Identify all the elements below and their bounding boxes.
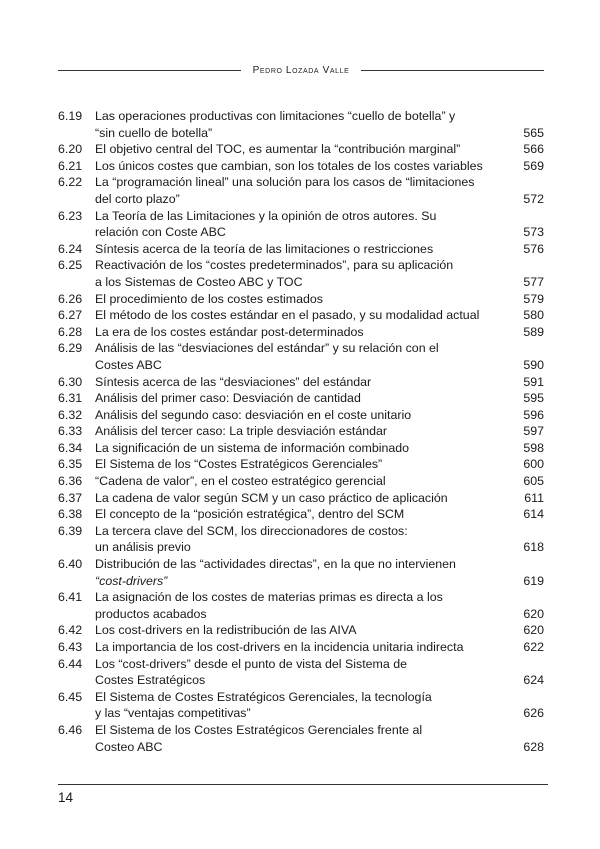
toc-entry xyxy=(58,722,544,755)
toc-entry-title-line: Costes ABC xyxy=(95,357,162,372)
toc-entry-title-line: Síntesis acerca de las “desviaciones” del estándar xyxy=(95,374,372,389)
toc-entry xyxy=(58,324,544,341)
toc-entry-number: 6.43 xyxy=(58,640,83,654)
toc-entry-number: 6.27 xyxy=(58,308,83,323)
toc-entry-title xyxy=(95,257,504,290)
toc-entry xyxy=(58,473,544,490)
toc-entry-page: 591 xyxy=(523,374,544,389)
toc-entry-title xyxy=(95,340,504,373)
toc-entry xyxy=(58,407,544,424)
toc-entry xyxy=(58,556,544,589)
toc-entry-title xyxy=(95,490,504,507)
toc-entry-page: 596 xyxy=(523,407,544,422)
toc-entry-number: 6.32 xyxy=(58,407,83,422)
toc-entry-title-line: productos acabados xyxy=(95,606,207,621)
toc-entry-page: 618 xyxy=(523,540,544,555)
toc-entry xyxy=(58,257,544,290)
table-of-contents xyxy=(58,108,544,755)
toc-entry-title-line: El método de los costes estándar en el pasado, y su modalidad actual xyxy=(95,308,480,323)
toc-entry-number: 6.41 xyxy=(58,590,83,605)
toc-entry-number: 6.30 xyxy=(58,374,83,389)
toc-entry xyxy=(58,291,544,308)
toc-entry-title xyxy=(95,506,504,523)
toc-entry-title xyxy=(95,208,504,241)
toc-entry-title xyxy=(95,241,504,258)
toc-entry-number: 6.28 xyxy=(58,324,83,339)
toc-entry-title-line: La Teoría de las Limitaciones y la opinión de otros autores. Su xyxy=(95,208,437,223)
toc-entry-title xyxy=(95,158,504,175)
toc-entry-number: 6.45 xyxy=(58,689,83,704)
toc-entry-page: 620 xyxy=(523,623,544,638)
toc-entry-number: 6.19 xyxy=(58,109,83,123)
toc-entry-page: 628 xyxy=(523,739,544,754)
toc-entry-number: 6.37 xyxy=(58,490,83,505)
toc-entry-title xyxy=(95,291,504,308)
header-author: Pedro Lozada Valle xyxy=(252,64,350,76)
toc-entry-title xyxy=(95,407,504,424)
toc-entry-title-line: Los únicos costes que cambian, son los totales de los costes variables xyxy=(95,158,483,173)
toc-entry-page: 573 xyxy=(523,225,544,240)
toc-entry-number: 6.21 xyxy=(58,158,83,173)
toc-entry-title-line: Los cost-drivers en la redistribución de las AIVA xyxy=(95,623,357,638)
toc-entry-number: 6.44 xyxy=(58,656,83,671)
toc-entry-number: 6.46 xyxy=(58,722,83,737)
toc-entry-number: 6.40 xyxy=(58,557,83,572)
toc-entry-title xyxy=(95,473,504,490)
toc-entry-title xyxy=(95,174,504,207)
toc-entry-title xyxy=(95,722,504,755)
toc-entry-title xyxy=(95,589,504,622)
toc-entry-title xyxy=(95,523,504,556)
toc-entry-title xyxy=(95,656,504,689)
toc-entry-title-line: El objetivo central del TOC, es aumentar la “contribución marginal” xyxy=(95,142,461,157)
toc-entry-number: 6.42 xyxy=(58,623,83,638)
toc-entry-page: 569 xyxy=(523,158,544,173)
toc-entry-number: 6.25 xyxy=(58,258,83,273)
toc-entry-title xyxy=(95,639,504,656)
toc-entry-title xyxy=(95,689,504,722)
toc-entry-title xyxy=(95,456,504,473)
toc-entry-title-line: Los “cost-drivers” desde el punto de vista del Sistema de xyxy=(95,656,407,671)
toc-entry-title-line: Las operaciones productivas con limitaciones “cuello de botella” y xyxy=(95,109,456,123)
toc-entry-title xyxy=(95,108,504,141)
toc-entry-title-line: La tercera clave del SCM, los direccionadores de costos: xyxy=(95,523,408,538)
toc-entry-page: 619 xyxy=(523,573,544,588)
toc-entry-number: 6.35 xyxy=(58,457,83,472)
toc-entry-title-line: La significación de un sistema de información combinado xyxy=(95,440,410,455)
toc-entry-number: 6.23 xyxy=(58,208,83,223)
toc-entry xyxy=(58,423,544,440)
toc-entry-title-line: El Sistema de los “Costes Estratégicos Gerenciales” xyxy=(95,457,383,472)
toc-entry-page: 580 xyxy=(523,308,544,323)
toc-entry-page: 626 xyxy=(523,706,544,721)
toc-entry xyxy=(58,307,544,324)
toc-entry xyxy=(58,108,544,141)
toc-entry-title-line: un análisis previo xyxy=(95,540,191,555)
toc-entry-page: 565 xyxy=(523,125,544,140)
toc-entry-number: 6.31 xyxy=(58,391,83,406)
toc-entry-title-line: Análisis de las “desviaciones del estándar” y su relación con el xyxy=(95,341,439,356)
toc-entry-number: 6.36 xyxy=(58,474,83,489)
toc-entry-page: 611 xyxy=(524,490,544,505)
toc-entry-title-line: Análisis del primer caso: Desviación de cantidad xyxy=(95,391,361,406)
toc-entry xyxy=(58,390,544,407)
toc-entry xyxy=(58,340,544,373)
toc-entry-title-line: El Sistema de los Costes Estratégicos Gerenciales frente al xyxy=(95,722,423,737)
page-number: 14 xyxy=(58,790,74,805)
toc-entry-page: 614 xyxy=(523,507,544,522)
toc-entry-page: 622 xyxy=(523,640,544,654)
toc-entry-title xyxy=(95,374,504,391)
toc-entry-title xyxy=(95,141,504,158)
toc-entry-title-line: relación con Coste ABC xyxy=(95,225,226,240)
toc-entry xyxy=(58,440,544,457)
toc-entry xyxy=(58,174,544,207)
toc-entry xyxy=(58,589,544,622)
toc-entry xyxy=(58,158,544,175)
toc-entry-number: 6.39 xyxy=(58,523,83,538)
toc-entry-page: 620 xyxy=(523,606,544,621)
toc-entry-number: 6.26 xyxy=(58,291,83,306)
toc-entry-page: 605 xyxy=(523,474,544,489)
toc-entry-title xyxy=(95,622,504,639)
toc-entry-number: 6.33 xyxy=(58,424,83,439)
toc-entry-title-line: La importancia de los cost-drivers en la incidencia unitaria indirecta xyxy=(95,640,464,654)
toc-entry-title xyxy=(95,423,504,440)
toc-entry-title-line: “Cadena de valor”, en el costeo estratégico gerencial xyxy=(95,474,386,489)
toc-entry-title-line: del corto plazo” xyxy=(95,191,180,206)
toc-entry-number: 6.29 xyxy=(58,341,83,356)
toc-entry xyxy=(58,374,544,391)
toc-entry xyxy=(58,208,544,241)
toc-entry-title-line: y las “ventajas competitivas” xyxy=(95,706,251,721)
toc-entry-page: 598 xyxy=(523,440,544,455)
toc-entry-title xyxy=(95,307,504,324)
toc-entry-page: 600 xyxy=(523,457,544,472)
toc-entry-page: 577 xyxy=(523,274,544,289)
toc-entry-title xyxy=(95,324,504,341)
toc-entry-title-line: a los Sistemas de Costeo ABC y TOC xyxy=(95,274,303,289)
toc-entry xyxy=(58,141,544,158)
toc-entry-title-line: El Sistema de Costes Estratégicos Gerenciales, la tecnología xyxy=(95,689,432,704)
toc-entry xyxy=(58,490,544,507)
toc-entry-number: 6.34 xyxy=(58,440,83,455)
toc-entry xyxy=(58,622,544,639)
toc-entry-page: 590 xyxy=(523,357,544,372)
toc-entry-title xyxy=(95,390,504,407)
toc-entry-page: 576 xyxy=(523,241,544,256)
toc-entry-title-line: Costeo ABC xyxy=(95,739,163,754)
toc-entry-title-line: “sin cuello de botella” xyxy=(95,125,213,140)
toc-entry-title-line: “cost-drivers” xyxy=(95,573,168,588)
toc-entry xyxy=(58,639,544,656)
toc-entry-page: 624 xyxy=(523,673,544,688)
toc-entry xyxy=(58,456,544,473)
toc-entry-number: 6.20 xyxy=(58,142,83,157)
toc-entry-title-line: El procedimiento de los costes estimados xyxy=(95,291,323,306)
toc-entry xyxy=(58,241,544,258)
toc-entry xyxy=(58,506,544,523)
toc-entry-title xyxy=(95,556,504,589)
toc-entry-number: 6.22 xyxy=(58,175,83,190)
header-rule-left xyxy=(58,70,241,71)
running-header xyxy=(58,62,544,78)
toc-entry xyxy=(58,523,544,556)
header-rule-right xyxy=(361,70,544,71)
toc-entry-number: 6.38 xyxy=(58,507,83,522)
toc-entry-title-line: Reactivación de los “costes predeterminados”, para su aplicación xyxy=(95,258,454,273)
toc-entry-title-line: La “programación lineal” una solución para los casos de “limitaciones xyxy=(95,175,475,190)
toc-entry-page: 589 xyxy=(523,324,544,339)
toc-entry-title-line: Síntesis acerca de la teoría de las limitaciones o restricciones xyxy=(95,241,434,256)
toc-entry xyxy=(58,656,544,689)
toc-entry-title-line: Análisis del segundo caso: desviación en el coste unitario xyxy=(95,407,412,422)
toc-entry-page: 566 xyxy=(523,142,544,157)
toc-entry-page: 597 xyxy=(523,424,544,439)
toc-entry-title-line: La cadena de valor según SCM y un caso práctico de aplicación xyxy=(95,490,448,505)
footer-rule xyxy=(58,784,548,785)
toc-entry-title-line: Distribución de las “actividades directas”, en la que no intervienen xyxy=(95,557,456,572)
toc-entry-title-line: Costes Estratégicos xyxy=(95,673,206,688)
toc-entry-title xyxy=(95,440,504,457)
toc-entry-title-line: La asignación de los costes de materias primas es directa a los xyxy=(95,590,443,605)
toc-entry-page: 595 xyxy=(523,391,544,406)
toc-entry-page: 572 xyxy=(523,191,544,206)
toc-entry-number: 6.24 xyxy=(58,241,83,256)
toc-entry xyxy=(58,689,544,722)
toc-entry-title-line: El concepto de la “posición estratégica”, dentro del SCM xyxy=(95,507,405,522)
toc-entry-title-line: La era de los costes estándar post-determinados xyxy=(95,324,364,339)
toc-entry-page: 579 xyxy=(523,291,544,306)
toc-entry-title-line: Análisis del tercer caso: La triple desviación estándar xyxy=(95,424,388,439)
